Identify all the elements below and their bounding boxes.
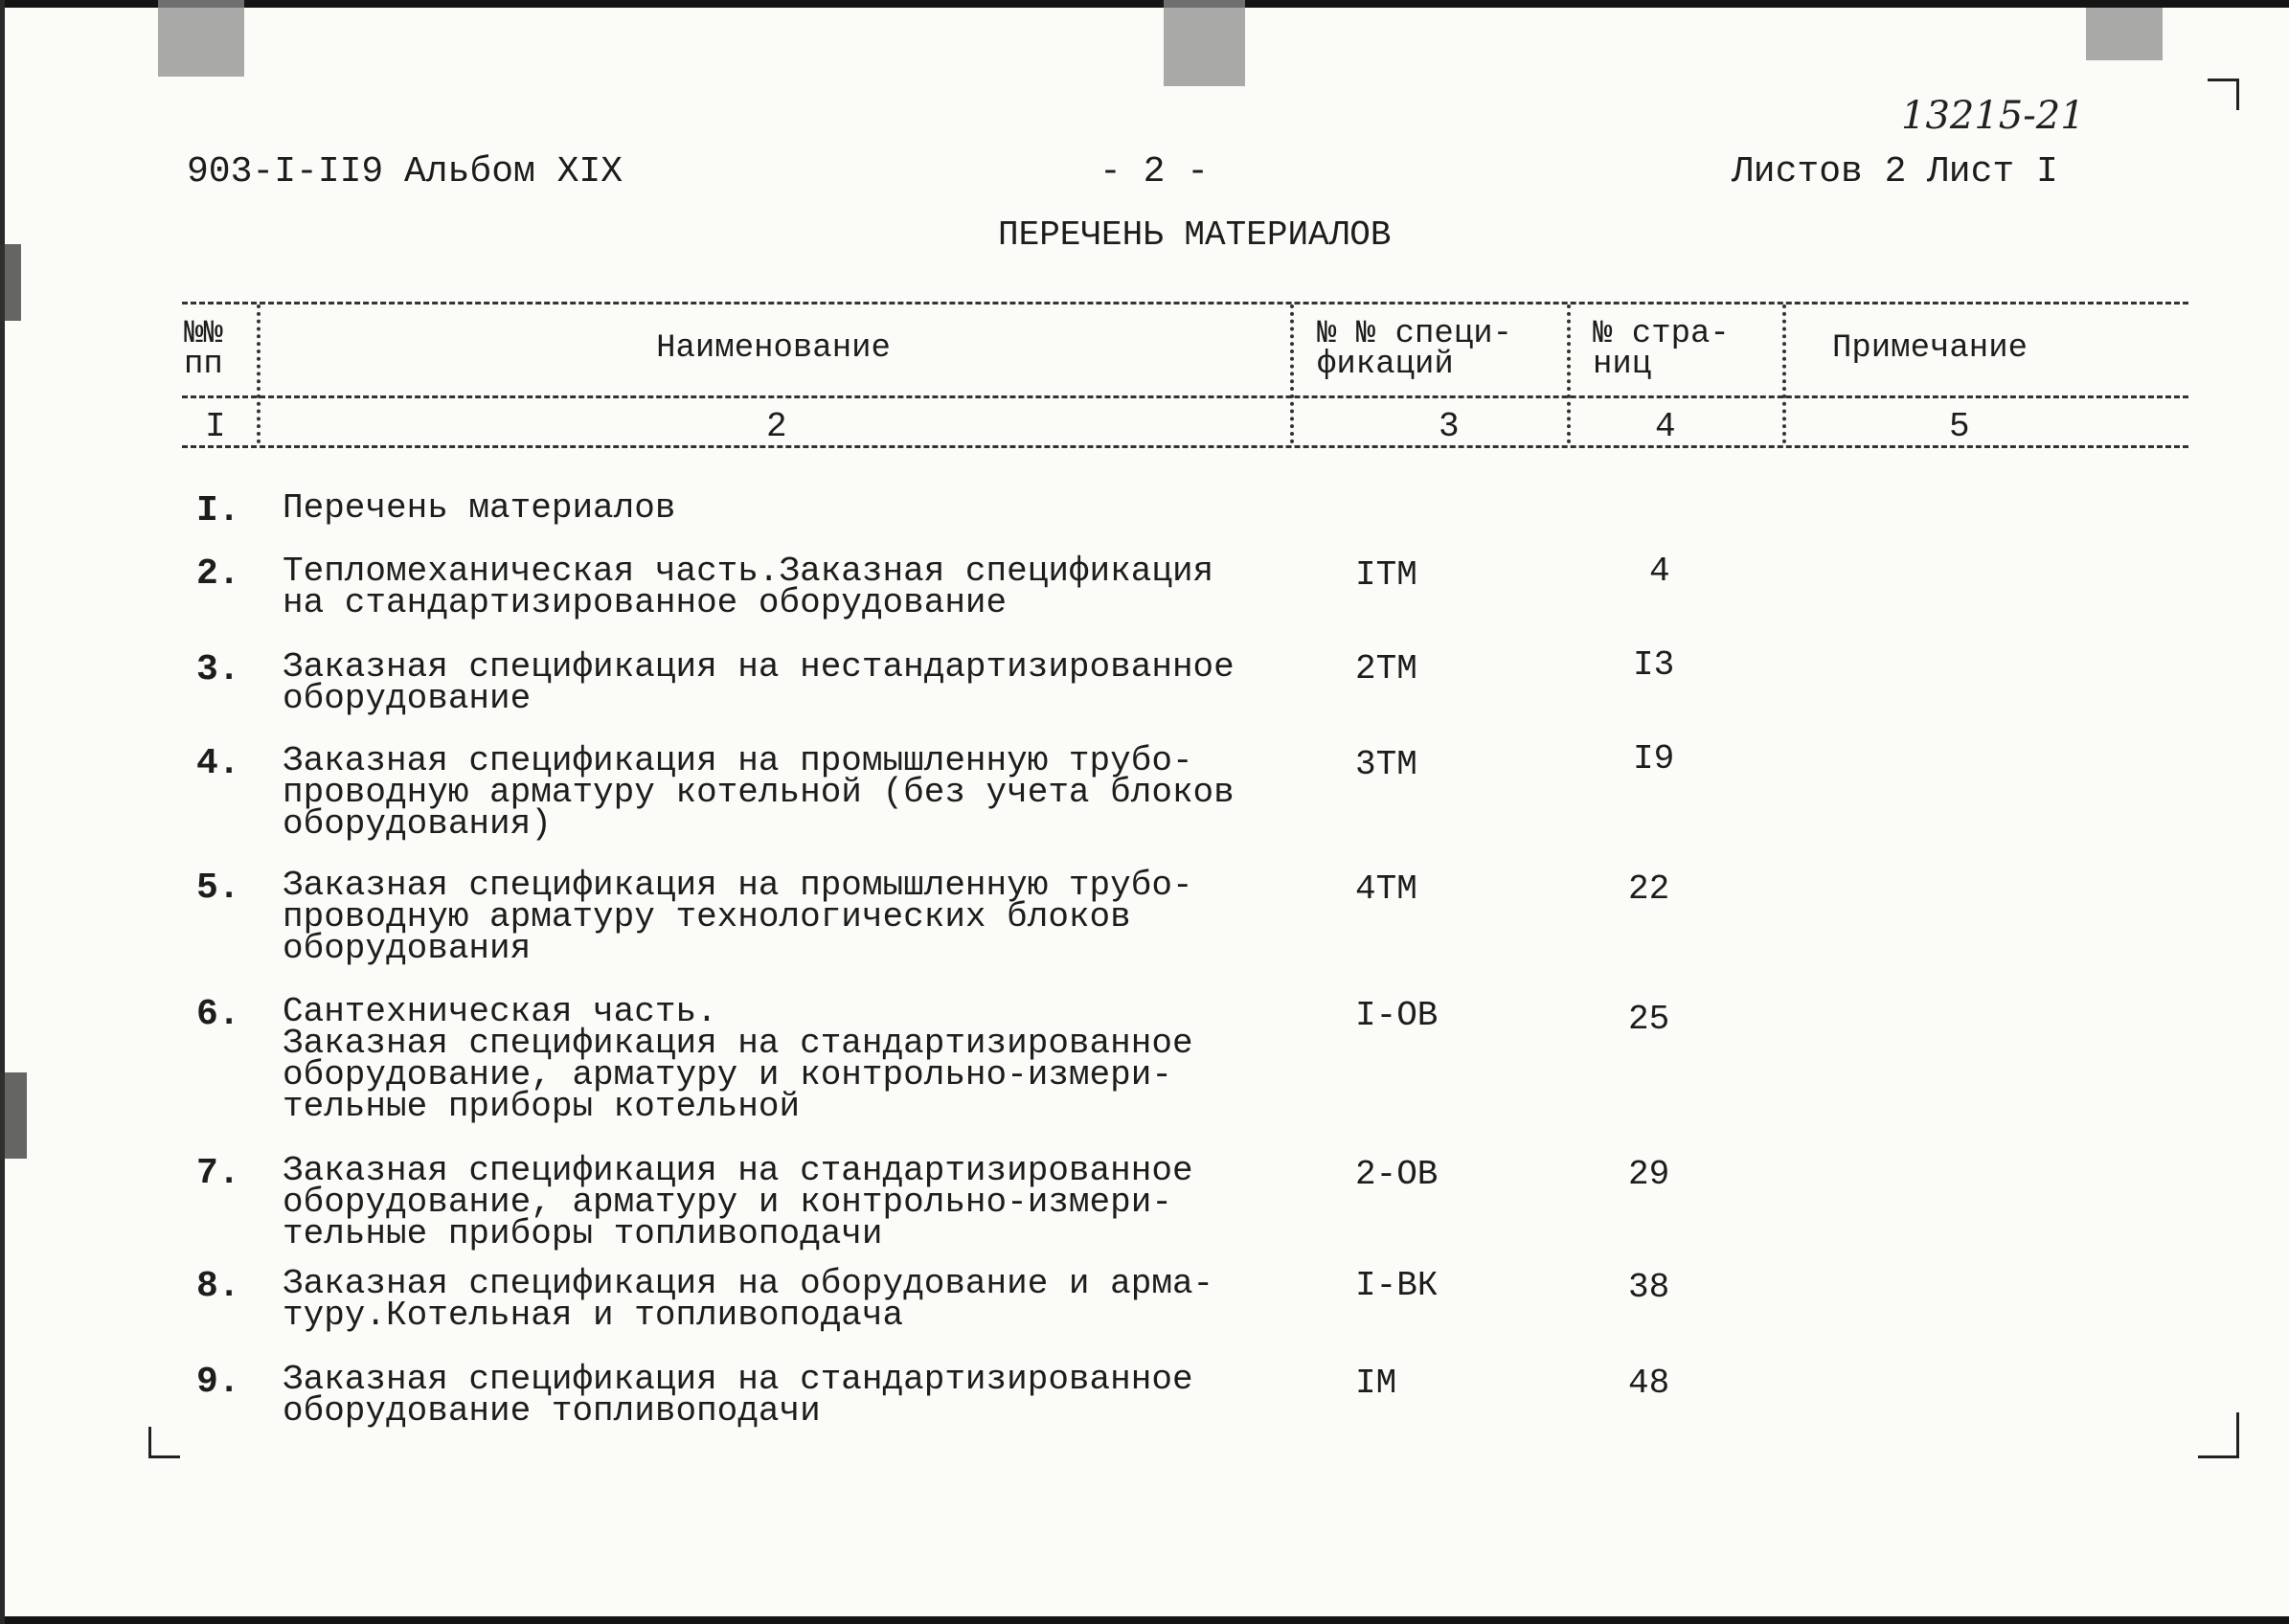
column-header-number: №№ пп xyxy=(184,316,223,383)
table-rule-top xyxy=(182,302,2188,304)
row-spec: 3TM xyxy=(1355,745,1417,784)
row-number: 3. xyxy=(196,649,240,690)
row-number: 6. xyxy=(196,994,240,1035)
row-page: 38 xyxy=(1628,1268,1670,1307)
row-page: 22 xyxy=(1628,869,1670,909)
frame-corner-top-right xyxy=(2208,79,2239,110)
binding-mark xyxy=(0,1072,27,1159)
sheets-count: Листов 2 xyxy=(1732,151,1907,192)
row-number: I. xyxy=(196,490,240,531)
binding-mark xyxy=(0,244,21,321)
row-page: 4 xyxy=(1649,552,1670,591)
row-spec: I-ОВ xyxy=(1355,996,1439,1035)
row-name: Заказная спецификация на нестандартизированное оборудование xyxy=(283,647,1235,718)
row-name: Заказная спецификация на стандартизированное оборудование топливоподачи xyxy=(283,1360,1193,1431)
column-number: 2 xyxy=(766,407,787,446)
column-divider xyxy=(257,304,261,443)
column-header-note: Примечание xyxy=(1831,330,2028,367)
row-number: 8. xyxy=(196,1266,240,1307)
row-page: 29 xyxy=(1628,1155,1670,1194)
row-number: 4. xyxy=(196,743,240,784)
row-spec: IM xyxy=(1355,1364,1397,1403)
page-marker: - 2 - xyxy=(1099,151,1210,192)
scan-edge-top xyxy=(0,0,2289,8)
tape-mark xyxy=(2086,8,2163,60)
scan-edge-bottom xyxy=(0,1616,2289,1624)
frame-corner-bottom-right xyxy=(2198,1412,2239,1458)
row-name: Заказная спецификация на промышленную трубо- проводную арматуру котельной (без учета блоков оборудования) xyxy=(283,741,1235,844)
page-title: ПЕРЕЧЕНЬ МАТЕРИАЛОВ xyxy=(998,215,1392,255)
row-spec: 2-ОВ xyxy=(1355,1155,1439,1194)
row-spec: I-ВК xyxy=(1355,1266,1439,1305)
row-spec: 4TM xyxy=(1355,869,1417,909)
column-header-name: Наименование xyxy=(656,330,891,367)
column-number: 3 xyxy=(1439,407,1460,446)
tape-mark xyxy=(1164,0,1245,86)
handwritten-number: 13215-21 xyxy=(1901,94,2085,138)
column-number: 4 xyxy=(1655,407,1676,446)
doc-code: 903-I-II9 xyxy=(187,151,384,192)
row-name: Заказная спецификация на оборудование и арма- туру.Котельная и топливоподача xyxy=(283,1264,1214,1335)
row-name: Сантехническая часть. Заказная спецификация на стандартизированное оборудование, арматуру и контрольно-измери- тельные приборы котельной xyxy=(283,992,1193,1126)
row-number: 2. xyxy=(196,553,240,595)
tape-mark xyxy=(158,0,244,77)
row-name: Перечень материалов xyxy=(283,488,676,528)
frame-corner-bottom-left xyxy=(148,1427,180,1458)
row-number: 7. xyxy=(196,1153,240,1194)
row-name: Тепломеханическая часть.Заказная спецификация на стандартизированное оборудование xyxy=(283,552,1214,622)
album-label: Альбом XIX xyxy=(404,151,623,192)
sheet-number: Лист I xyxy=(1927,151,2058,192)
column-header-pages: № стра- ниц xyxy=(1593,316,1730,383)
row-spec: 2TM xyxy=(1355,649,1417,688)
row-page: 25 xyxy=(1628,1000,1670,1039)
row-page: I9 xyxy=(1633,739,1675,778)
row-page: 48 xyxy=(1628,1364,1670,1403)
column-header-spec: № № специ- фикаций xyxy=(1317,316,1513,383)
row-number: 5. xyxy=(196,868,240,909)
row-name: Заказная спецификация на стандартизированное оборудование, арматуру и контрольно-измери- тельные приборы топливоподачи xyxy=(283,1151,1193,1253)
column-divider xyxy=(1290,304,1294,443)
row-page: I3 xyxy=(1633,645,1675,685)
table-rule-bottom xyxy=(182,445,2188,448)
row-number: 9. xyxy=(196,1362,240,1403)
table-rule-mid xyxy=(182,395,2188,398)
column-number: 5 xyxy=(1949,407,1970,446)
column-divider xyxy=(1782,304,1786,443)
column-number: I xyxy=(205,407,226,446)
row-name: Заказная спецификация на промышленную трубо- проводную арматуру технологических блоков оборудования xyxy=(283,866,1193,968)
row-spec: ITM xyxy=(1355,555,1417,595)
column-divider xyxy=(1567,304,1571,443)
